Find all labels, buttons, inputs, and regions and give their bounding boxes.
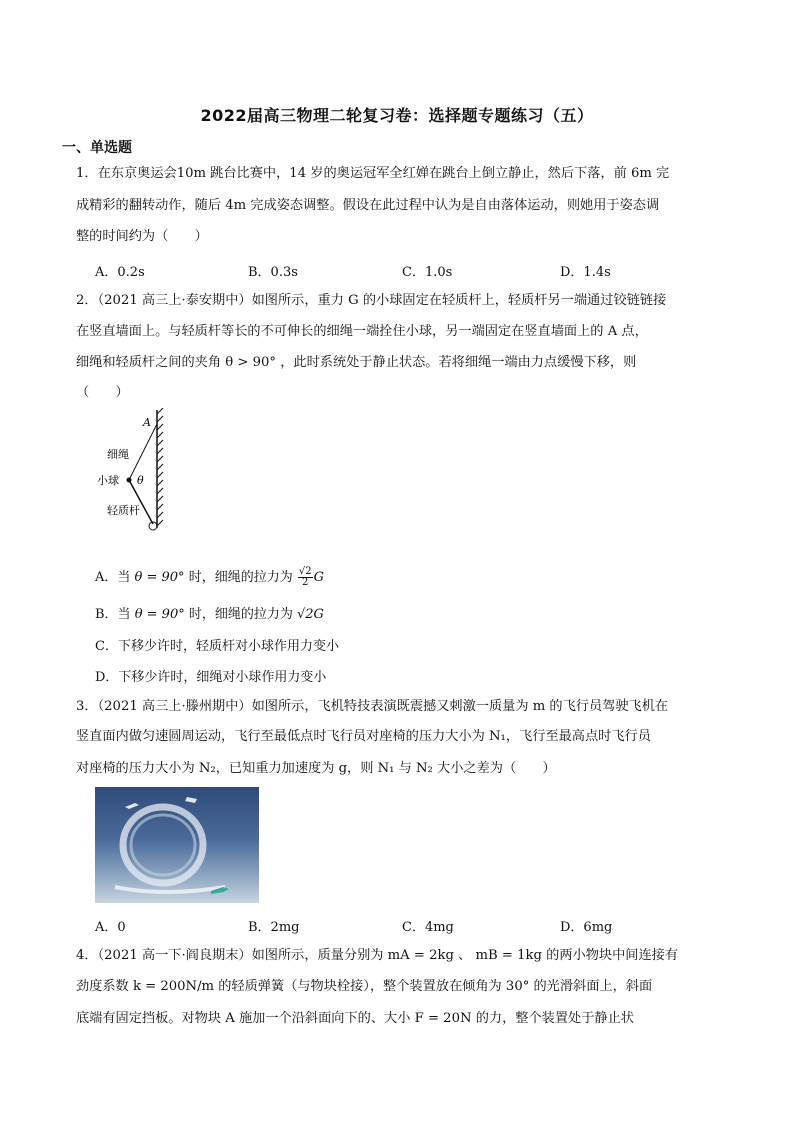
q4-line-2: 劲度系数 k = 200N/m 的轻质弹簧（与物块栓接），整个装置放在倾角为 30° 的光滑斜面上，斜面 xyxy=(76,979,653,994)
label-rod: 轻质杆 xyxy=(107,504,140,517)
q2-option-c: C．下移少许时，轻质杆对小球作用力变小 xyxy=(95,639,339,654)
page-title: 2022届高三物理二轮复习卷：选择题专题练习（五） xyxy=(200,106,594,125)
q4-line-3: 底端有固定挡板。对物块 A 施加一个沿斜面向下的、大小 F = 20N 的力，整个装置处于静止状 xyxy=(76,1011,634,1026)
q2-option-b: B．当 θ = 90° 时，细绳的拉力为 √2G xyxy=(95,607,324,622)
q3-option-b: B．2mg xyxy=(248,920,300,935)
q2-line-2: 在竖直墙面上。与轻质杆等长的不可伸长的细绳一端拴住小球，另一端固定在竖直墙面上的 A 点， xyxy=(76,324,648,339)
q2-line-1: 2．（2021 高三上·泰安期中）如图所示，重力 G 的小球固定在轻质杆上，轻质杆另一端通过铰链链接 xyxy=(76,293,667,308)
q1-option-a: A．0.2s xyxy=(95,265,145,280)
q3-option-c: C．4mg xyxy=(402,920,454,935)
label-ball: 小球 xyxy=(97,474,119,487)
q3-line-1: 3．（2021 高三上·滕州期中）如图所示，飞机特技表演既震撼又刺激一质量为 m 的飞行员驾驶飞机在 xyxy=(76,699,669,714)
q2-option-a: A．当 θ = 90° 时，细绳的拉力为 $\frac{√2}{2}$ G xyxy=(95,566,324,588)
label-rope: 细绳 xyxy=(107,448,129,461)
q3-line-3: 对座椅的压力大小为 N₂，已知重力加速度为 g，则 N₁ 与 N₂ 大小之差为（ ） xyxy=(76,761,556,776)
q3-line-2: 竖直面内做匀速圆周运动，飞行至最低点时飞行员对座椅的压力大小为 N₁，飞行至最高点时飞行员 xyxy=(76,729,651,744)
label-a: A xyxy=(143,416,151,429)
aerobatics-photo xyxy=(95,787,259,903)
q3-option-a: A．0 xyxy=(95,920,126,935)
q1-line-1: 1．在东京奥运会10m 跳台比赛中，14 岁的奥运冠军全红婵在跳台上倒立静止，然后下落，前 6m 完 xyxy=(76,166,670,181)
label-theta: θ xyxy=(137,474,144,487)
q1-option-c: C．1.0s xyxy=(402,265,453,280)
q2-option-d: D．下移少许时，细绳对小球作用力变小 xyxy=(95,670,327,685)
q3-option-d: D．6mg xyxy=(560,920,613,935)
fraction: $\frac{√2}{2}$ xyxy=(298,566,312,588)
q4-line-1: 4．（2021 高一下·阎良期末）如图所示，质量分别为 mA = 2kg 、 mB = 1kg 的两小物块中间连接有 xyxy=(76,948,679,963)
q1-line-2: 成精彩的翻转动作，随后 4m 完成姿态调整。假设在此过程中认为是自由落体运动，则她用于姿态调 xyxy=(76,198,660,213)
ball-dot xyxy=(127,478,132,483)
q1-option-b: B．0.3s xyxy=(248,265,298,280)
q1-option-d: D．1.4s xyxy=(560,265,611,280)
loop-trail-illustration xyxy=(95,787,259,903)
q2-line-3: 细绳和轻质杆之间的夹角 θ > 90° ，此时系统处于静止状态。若将细绳一端由力点缓慢下移，则 xyxy=(76,355,637,370)
q2-diagram xyxy=(95,408,175,538)
rope-line xyxy=(129,424,157,480)
q2-line-4: （ ） xyxy=(76,385,129,400)
wall-hatching xyxy=(157,408,163,526)
section-heading: 一、单选题 xyxy=(62,140,132,156)
q1-line-3: 整的时间约为（ ） xyxy=(76,229,208,244)
